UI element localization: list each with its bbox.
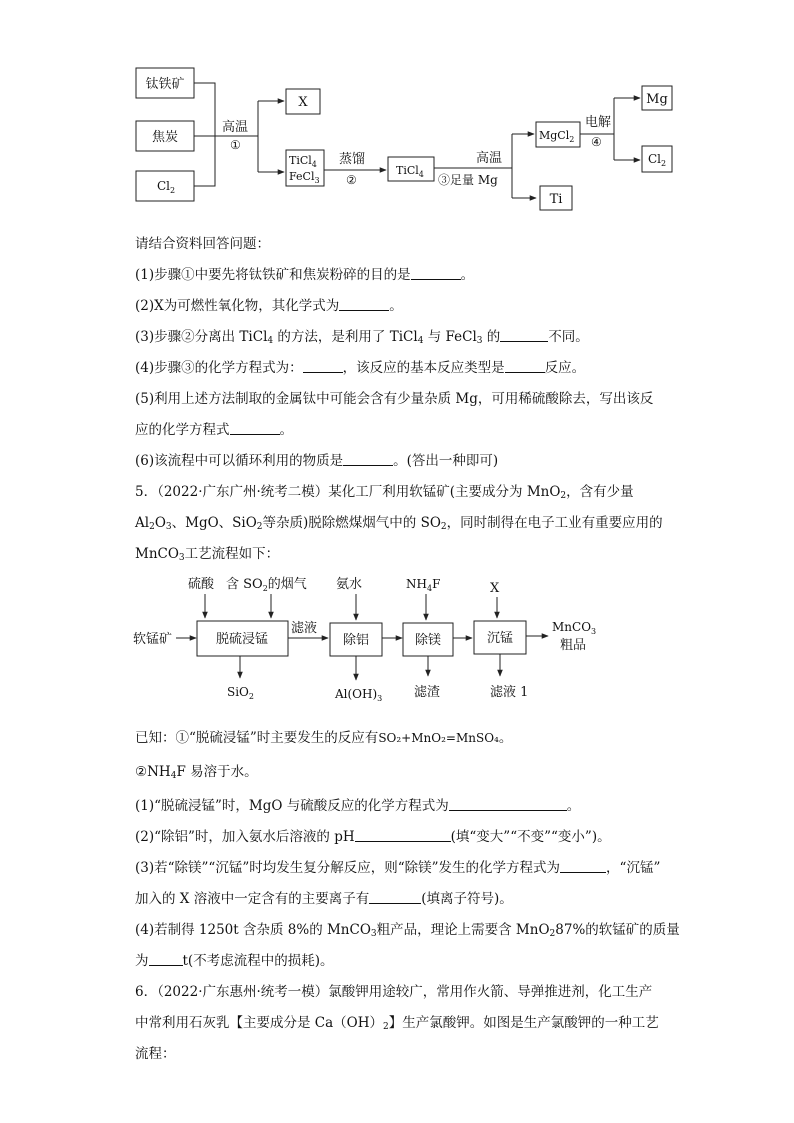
p5-q3-line1: (3)若“除镁”“沉锰”时均发生复分解反应，则“除镁”发生的化学方程式为 ，“沉锰” xyxy=(135,860,661,876)
answer-blank[interactable] xyxy=(369,891,421,904)
q4-sub5-line1: (5)利用上述方法制取的金属钛中可能会含有少量杂质 Mg，可用稀硫酸除去，写出该反 xyxy=(135,391,654,407)
high-temp-1: 高温 xyxy=(222,120,249,135)
ammonia-label: 氨水 xyxy=(336,577,363,592)
ticl4-label-b: TiCl$_4$ xyxy=(396,164,424,179)
product-label: MnCO$_3$ xyxy=(552,620,597,636)
rm-mg-label: 除镁 xyxy=(414,633,442,648)
manganese-flowchart xyxy=(0,570,794,720)
p5-q4-line1: (4)若制得 1250t 含杂质 8%的 MnCO$_3$粗产品，理论上需要含 MnO$_2$87%的软锰矿的质量 xyxy=(135,922,680,939)
q4-sub1: (1)步骤①中要先将钛铁矿和焦炭粉碎的目的是 。 xyxy=(135,267,475,283)
aloh3-label: $Al(OH)_3$ xyxy=(335,687,383,703)
input-bracket xyxy=(194,83,215,186)
titanium-flowchart xyxy=(0,0,794,230)
answer-blank[interactable] xyxy=(505,360,545,373)
rm-al-label: 除铝 xyxy=(342,633,370,648)
answer-blank[interactable] xyxy=(500,329,548,342)
fecl3-label: FeCl$_3$ xyxy=(289,170,320,185)
answer-blank[interactable] xyxy=(560,860,606,873)
p5-q1: (1)“脱硫浸锰”时，MgO 与硫酸反应的化学方程式为 。 xyxy=(135,798,581,814)
flue-gas-label: 含 $SO_2$的烟气 xyxy=(226,577,307,593)
ore-label: 软锰矿 xyxy=(133,632,173,647)
electrolysis-label: 电解 xyxy=(585,115,612,130)
distill-label: 蒸馏 xyxy=(339,152,366,167)
answer-blank[interactable] xyxy=(411,267,461,280)
p6-line1: 6．（2022·广东惠州·统考一模）氯酸钾用途较广，常用作火箭、导弹推进剂，化工生产 xyxy=(135,984,653,1000)
q4-sub6: (6)该流程中可以循环利用的物质是 。(答出一种即可) xyxy=(135,453,499,469)
answer-blank[interactable] xyxy=(230,422,280,435)
sio2-label: SiO$_2$ xyxy=(227,685,254,701)
p5-known1: 已知：①“脱硫浸锰”时主要发生的反应有SO₂+MnO₂=MnSO₄。 xyxy=(135,730,513,746)
mg-label: Mg xyxy=(646,92,668,107)
desulf-label: 脱硫浸锰 xyxy=(215,632,269,647)
step3-marker: ③足量 Mg xyxy=(438,173,498,187)
residue-label: 滤渣 xyxy=(414,685,441,700)
cl2-label: $Cl_2$ xyxy=(157,179,176,195)
ticl4-label-a: TiCl$_4$ xyxy=(289,154,317,169)
p5-line2: $Al_2O_3$、MgO、SiO$_2$等杂质)脱除燃煤烟气中的 $SO_2$，同时制得在电子工业有重要应用的 xyxy=(135,515,663,532)
p5-line1: 5．（2022·广东广州·统考二模）某化工厂利用软锰矿(主要成分为 MnO$_2$，含有少量 xyxy=(135,484,634,501)
p5-line3: MnCO$_3$工艺流程如下： xyxy=(135,546,280,563)
q4-sub2: (2)X为可燃性氧化物，其化学式为 。 xyxy=(135,298,403,314)
coke-label: 焦炭 xyxy=(151,130,179,145)
answer-blank[interactable] xyxy=(355,829,451,842)
q4-sub5-line2: 应的化学方程式 。 xyxy=(135,422,293,438)
ti-label: Ti xyxy=(549,192,563,207)
answer-blank[interactable] xyxy=(343,453,393,466)
p5-q3-line2: 加入的 X 溶液中一定含有的主要离子有 (填离子符号)。 xyxy=(135,891,513,907)
p5-known2: $②NH_4F$ 易溶于水。 xyxy=(135,764,258,781)
answer-blank[interactable] xyxy=(339,298,389,311)
ilmenite-label: 钛铁矿 xyxy=(145,77,185,92)
precip-label: 沉锰 xyxy=(486,631,514,646)
mgcl2-label: MgCl$_2$ xyxy=(539,129,575,144)
x-reagent-label: X xyxy=(490,581,500,596)
answer-blank[interactable] xyxy=(149,953,183,966)
cl2-out-label: $Cl_2$ xyxy=(648,152,667,168)
step1-marker: ① xyxy=(230,138,241,152)
answer-blank[interactable] xyxy=(449,798,567,811)
high-temp-3: 高温 xyxy=(476,151,503,166)
step2-marker: ② xyxy=(346,173,357,187)
q4-sub4: (4)步骤③的化学方程式为： ，该反应的基本反应类型是 反应。 xyxy=(135,360,586,376)
p5-q2: (2)“除铝”时，加入氨水后溶液的 pH (填“变大”“不变”“变小”)。 xyxy=(135,829,611,845)
p6-line3: 流程： xyxy=(135,1046,176,1062)
q4-intro: 请结合资料回答问题： xyxy=(135,236,270,252)
step4-marker: ④ xyxy=(591,135,602,149)
product-crude-label: 粗品 xyxy=(560,638,587,653)
nh4f-label: $NH_4F$ xyxy=(406,577,441,593)
sulfuric-acid-label: 硫酸 xyxy=(188,577,215,592)
p5-q4-line2: 为 t(不考虑流程中的损耗)。 xyxy=(135,953,334,969)
q4-sub3: (3)步骤②分离出 TiCl$_4$ 的方法，是利用了 TiCl$_4$ 与 FeCl$_3$ 的 不同。 xyxy=(135,329,589,346)
x-label: X xyxy=(298,95,308,110)
answer-blank[interactable] xyxy=(303,360,343,373)
filtrate1-label: 滤液 1 xyxy=(490,685,529,700)
filtrate-label: 滤液 xyxy=(291,621,318,636)
p6-line2: 中常利用石灰乳【主要成分是 $Ca(OH)_2$】生产氯酸钾。如图是生产氯酸钾的一种工艺 xyxy=(135,1015,659,1032)
